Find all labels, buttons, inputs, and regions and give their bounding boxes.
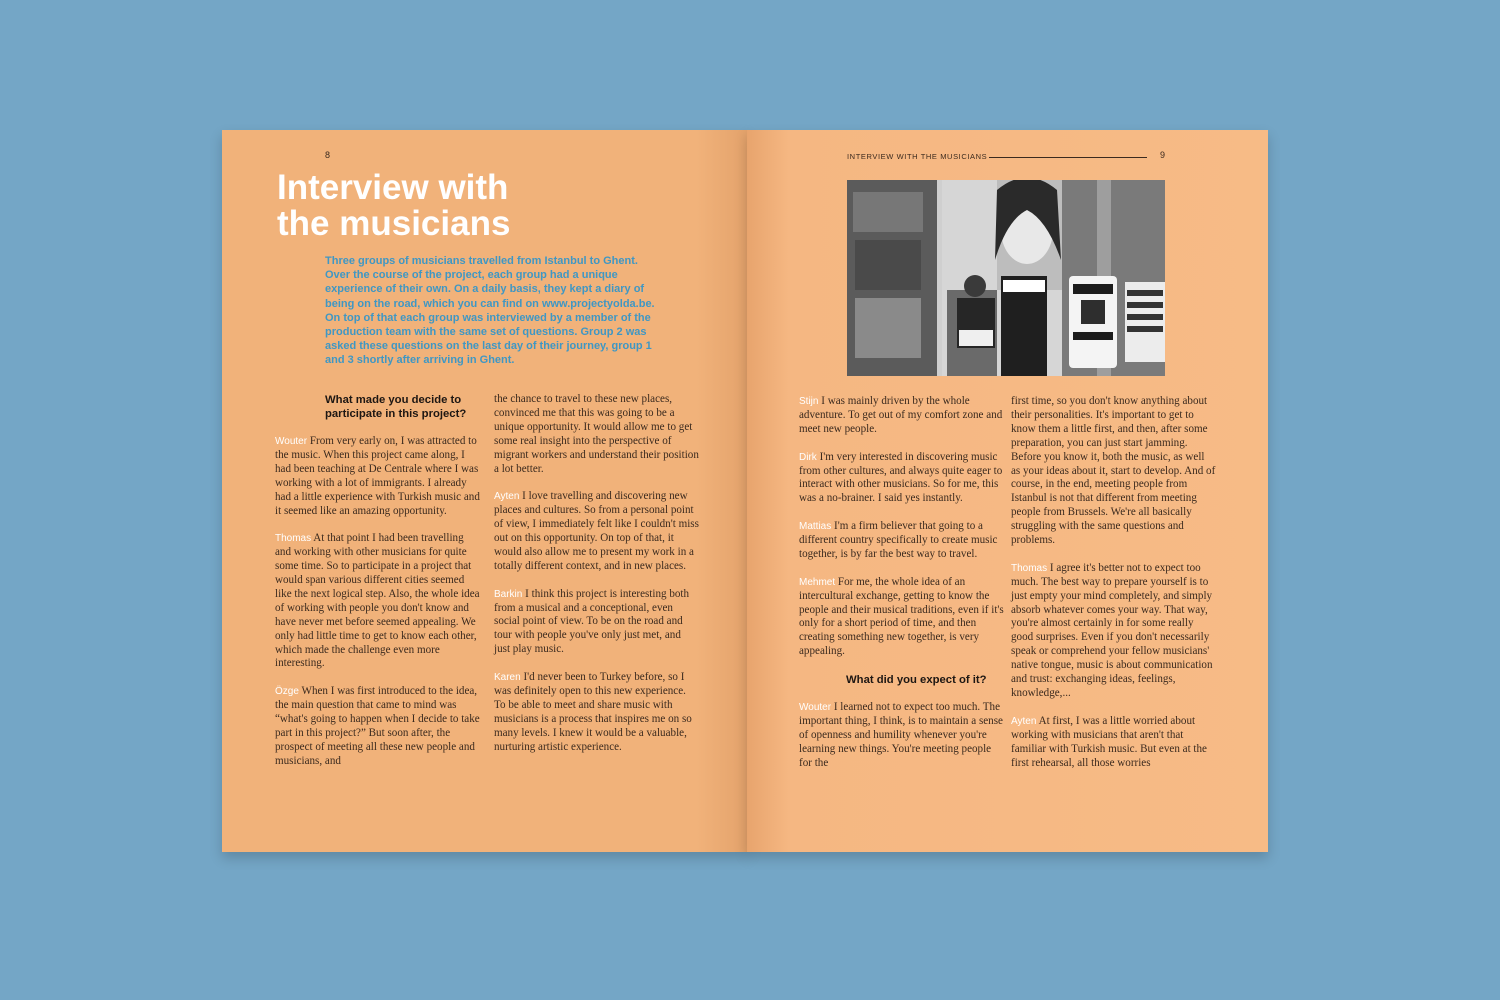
street-photo-image (847, 180, 1165, 376)
page-title (277, 170, 617, 242)
answer-paragraph: Mehmet For me, the whole idea of an intercultural exchange, getting to know the people and their musical traditions, even if it's only for a short period of time, and then creating something new together, is very appealing. (799, 575, 1004, 658)
speaker-name: Mehmet (799, 576, 836, 588)
speaker-name: Ayten (1011, 715, 1037, 727)
running-header: INTERVIEW WITH THE MUSICIANS (847, 152, 988, 161)
answer-paragraph: Karen I'd never been to Turkey before, so I was definitely open to this new experience. To be able to meet and share music with musicians is a process that inspires me on so many levels. I knew it would be a valuable, nurturing artistic experience. (494, 671, 692, 753)
answer-paragraph: Thomas I agree it's better not to expect too much. The best way to prepare yourself is to just empty your mind completely, and simply absorb whatever comes your way. That way, you're almost certainly in for some really good surprises. Even if you don't necessarily speak or comprehend your fellow musicians' native tongue, music is about communication and trust: exchanging ideas, feelings, knowledge,... (1011, 561, 1213, 700)
left-page (222, 130, 749, 852)
question-heading: What made you decide to participate in this project? (325, 394, 467, 420)
answer-paragraph: Özge When I was first introduced to the idea, the main question that came to mind was “what's going to happen when I decide to take part in this project?” But soon after, the prospect of meeting all these new people and musicians, and (275, 685, 480, 767)
answer-paragraph: first time, so you don't know anything about their personalities. It's important to get to know them a little first, and then, after some preparation, you can just start jamming. Before you know it, both the music, as well as your ideas about it, start to develop. And of course, in the end, meeting people from Istanbul is not that different from meeting people from Brussels. We're all basically struggling with the same questions and problems. (1011, 395, 1216, 547)
answer-paragraph: Barkin I think this project is interesting both from a musical and a conceptional, even social point of view. To be on the road and tour with people you've only just met, and just play music. (494, 587, 690, 656)
answer-paragraph: the chance to travel to these new places, convinced me that this was going to be a unique opportunity. It would allow me to get some real insight into the perspective of migrant workers and understand their position a lot better. (494, 393, 699, 475)
speaker-name: Barkin (494, 588, 523, 600)
header-rule (989, 157, 1147, 158)
question-heading: What did you expect of it? (846, 674, 987, 687)
answer-paragraph: Wouter I learned not to expect too much. The important thing, I think, is to maintain a sense of openness and humility whenever you're learning new things. You're meeting people for the (799, 701, 1003, 769)
speaker-name: Karen (494, 672, 521, 684)
answer-paragraph: Stijn I was mainly driven by the whole adventure. To get out of my comfort zone and meet new people. (799, 395, 1003, 435)
speaker-name: Thomas (1011, 562, 1048, 574)
answer-paragraph: Mattias I'm a firm believer that going to a different country specifically to create music together, is by far the best way to travel. (799, 520, 998, 560)
column-right-1 (799, 395, 1004, 784)
answer-paragraph: Ayten At first, I was a little worried about working with musicians that aren't that familiar with Turkish music. But even at the first rehearsal, all those worries (1011, 714, 1207, 769)
street-photo (847, 180, 1165, 376)
answer-paragraph: Ayten I love travelling and discovering new places and cultures. So from a personal point of view, I immediately felt like I couldn't miss out on this opportunity. On top of that, it would also allow me to present my work in a totally different context, and in new places. (494, 490, 699, 572)
title-line-2: the musicians (277, 204, 511, 243)
speaker-name: Stijn (799, 396, 819, 407)
speaker-name: Dirk (799, 451, 817, 463)
column-left-2 (494, 393, 699, 768)
speaker-name: Wouter (799, 702, 832, 714)
speaker-name: Özge (275, 686, 299, 698)
speaker-name: Thomas (275, 533, 312, 545)
right-page (747, 130, 1268, 852)
answer-paragraph: Wouter From very early on, I was attracted to the music. When this project came along, I had been teaching at De Centrale where I was working with a lot of immigrants. I already had a little experience with Turkish music and it seemed like an amazing opportunity. (275, 435, 480, 517)
intro-paragraph: Three groups of musicians travelled from Istanbul to Ghent. Over the course of the project, each group had a unique experience of their own. On a daily basis, they kept a diary of being on the road, which you can find on www.projectyolda.be. On top of that each group was interviewed by a member of the production team with the same set of questions. Group 2 was asked these questions on the last day of their journey, group 1 and 3 shortly after arriving in Ghent. (325, 255, 655, 367)
speaker-name: Ayten (494, 491, 520, 503)
page-number: 9 (1160, 150, 1166, 160)
answer-paragraph: Dirk I'm very interested in discovering music from other cultures, and always quite eager to interact with other musicians. So for me, this was a no-brainer. I said yes instantly. (799, 450, 1003, 505)
page-number: 8 (325, 150, 331, 160)
speaker-name: Wouter (275, 436, 308, 447)
column-left-1 (275, 435, 480, 783)
answer-paragraph: Thomas At that point I had been travelling and working with other musicians for quite some time. So to participate in a project that would span various different cities seemed like the next logical step. Also, the whole idea of working with people you don't know and have never met before seemed appealing. We only had little time to get to know each other, which made the challenge even more interesting. (275, 532, 480, 670)
column-right-2 (1011, 395, 1216, 784)
title-line-1: Interview with (277, 168, 509, 207)
speaker-name: Mattias (799, 521, 832, 533)
